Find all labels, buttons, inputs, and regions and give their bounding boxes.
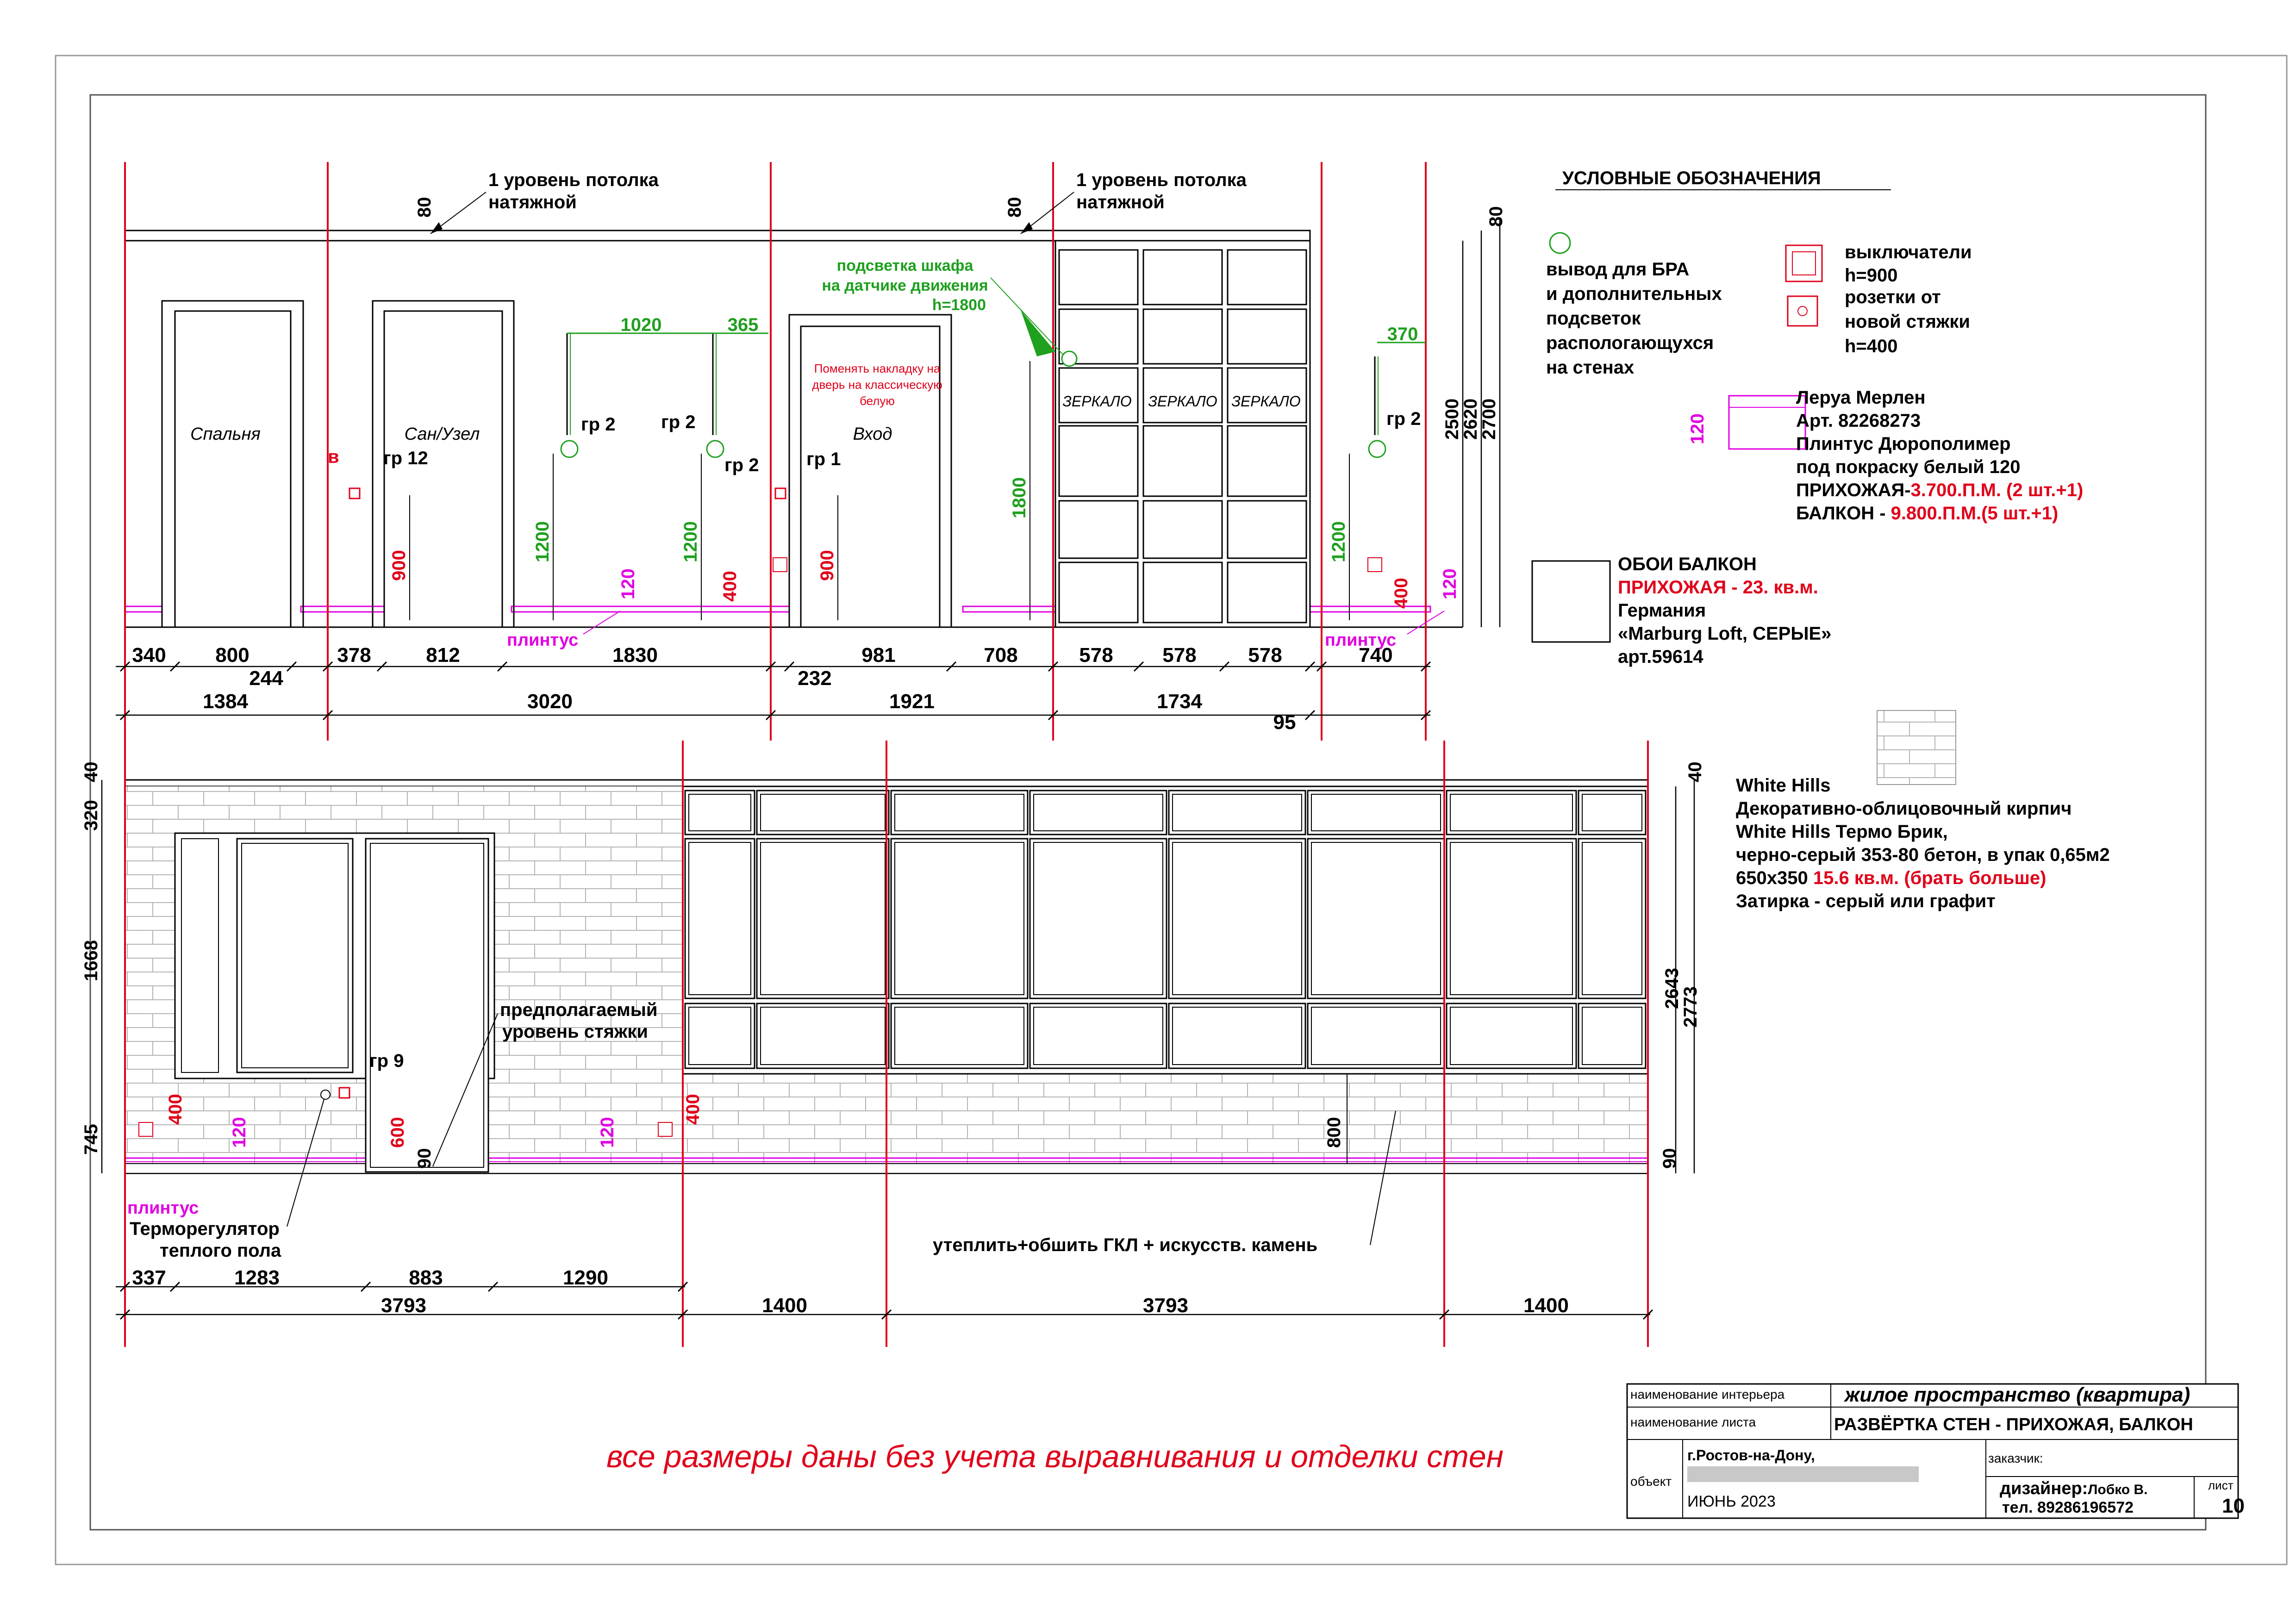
bra-icon: [1369, 441, 1385, 457]
ceiling-band: [125, 231, 1310, 241]
dim-90-right: 90: [1660, 1148, 1680, 1169]
group-label-gr9: гр 9: [369, 1051, 404, 1071]
height-120: 120: [1440, 568, 1460, 599]
mirror-label-3: ЗЕРКАЛО: [1231, 393, 1301, 410]
glazing-pane: [1169, 791, 1305, 835]
legend-brick-size: 650x350: [1736, 868, 1813, 888]
legend-socket-3: h=400: [1845, 336, 1898, 356]
bottom-dims-top: [116, 644, 1430, 734]
group-label: гр 2: [1386, 409, 1421, 429]
legend-socket-2: новой стяжки: [1845, 312, 1970, 332]
height-1200: 1200: [1329, 521, 1349, 562]
door-bedroom: [162, 301, 303, 627]
dimension-label: 883: [409, 1266, 443, 1289]
tb-customer-label: заказчик:: [1988, 1451, 2043, 1465]
wardrobe-panel: [1228, 426, 1306, 496]
dimension-label: 1290: [563, 1266, 608, 1289]
dim-80-right: 80: [1486, 206, 1506, 227]
switch-icon: [349, 488, 360, 498]
room-label-entrance: Вход: [853, 424, 892, 444]
ceiling-note-right: [1004, 170, 1247, 234]
wardrobe-panel: [1228, 501, 1306, 558]
glazing-pane: [757, 1003, 889, 1068]
ceiling-note-b-line2: натяжной: [1076, 192, 1165, 212]
height-1200: 1200: [532, 521, 553, 562]
dim-745: 745: [81, 1124, 101, 1155]
legend-socket-1: розетки от: [1845, 287, 1941, 307]
legend-plinth-hall-a: ПРИХОЖАЯ-: [1796, 480, 1911, 500]
title-block: [1627, 1383, 2245, 1518]
dimension-label: 1734: [1157, 690, 1202, 713]
dimension-label: 1921: [889, 690, 935, 713]
switch-icon: [339, 1088, 349, 1098]
dimension-label: 1384: [203, 690, 248, 713]
wardrobe-panel: [1228, 309, 1306, 364]
tb-designer-label: дизайнер:: [2000, 1479, 2088, 1498]
legend-plinth-balc-a: БАЛКОН -: [1796, 503, 1891, 523]
height-120: 120: [597, 1117, 618, 1148]
legend-wallpaper-country: Германия: [1618, 600, 1706, 621]
dim-2620: 2620: [1460, 399, 1481, 440]
wardrobe-panel: [1059, 250, 1138, 305]
socket-icon: [139, 1122, 153, 1136]
dimension-label: 1830: [612, 644, 658, 667]
legend-wallpaper-title: ОБОИ БАЛКОН: [1618, 554, 1757, 574]
legend-brick-qty: 15.6 кв.м. (брать больше): [1813, 868, 2046, 888]
dim-40-left: 40: [81, 761, 101, 782]
socket-icon: [773, 558, 787, 572]
blurred-address: [1687, 1466, 1919, 1482]
legend-bra-2: и дополнительных: [1546, 284, 1722, 304]
dimension-label: 578: [1162, 644, 1197, 667]
glazing-pane: [1578, 791, 1646, 835]
tb-city: г.Ростов-на-Дону,: [1687, 1447, 1815, 1464]
tb-sheet-value: РАЗВЁРТКА СТЕН - ПРИХОЖАЯ, БАЛКОН: [1834, 1415, 2193, 1434]
dimension-label: 578: [1248, 644, 1282, 667]
height-400: 400: [165, 1094, 186, 1125]
dimension-label: 378: [337, 644, 371, 667]
dim-320: 320: [81, 800, 101, 831]
dimension-label: 232: [798, 667, 832, 690]
glazing-pane: [891, 839, 1028, 998]
wardrobe-panel: [1143, 562, 1222, 623]
glazing-pane: [685, 1003, 755, 1068]
door-note-2: дверь на классическую: [812, 378, 942, 392]
right-dims-bottom: [1660, 762, 1705, 1174]
elevation-top: [116, 162, 1506, 741]
wardrobe-panel: [1143, 501, 1222, 558]
group-label: гр 12: [383, 448, 428, 468]
tb-sheet-no: 10: [2222, 1495, 2245, 1517]
dimension-label: 3793: [1143, 1294, 1188, 1317]
glazing-pane: [1308, 1003, 1444, 1068]
wardrobe-panel: [1228, 250, 1306, 305]
legend-bra-5: на стенах: [1546, 357, 1635, 378]
bra-icon: [1062, 351, 1077, 366]
legend-plinth-hall: [1796, 480, 2083, 500]
brick-sample: [1877, 710, 1956, 785]
dimension-label: 3020: [527, 690, 573, 713]
legend-brick-4: черно-серый 353-80 бетон, в упак 0,65м2: [1736, 845, 2110, 865]
height-600: 600: [387, 1117, 408, 1148]
tb-sheet-label: наименование листа: [1630, 1415, 1756, 1429]
wardrobe-panel: [1059, 426, 1138, 496]
socket-icon: [1788, 296, 1817, 326]
plinth-label: плинтус: [507, 630, 579, 650]
height-1200: 1200: [680, 521, 701, 562]
dimension-label: 244: [249, 667, 283, 690]
elevation-bottom: [81, 741, 1705, 1347]
tb-date: ИЮНЬ 2023: [1687, 1493, 1776, 1510]
wardrobe-panel: [1143, 250, 1222, 305]
legend-brick-grout: Затирка - серый или графит: [1736, 891, 1996, 911]
legend-brick-5: [1736, 868, 2046, 888]
legend-plinth-dim: 120: [1687, 413, 1708, 444]
legend-plinth-1: Леруа Мерлен: [1796, 387, 1926, 408]
group-label: гр 1: [806, 449, 841, 469]
thermo-note-1: Терморегулятор: [130, 1219, 280, 1239]
height-900: 900: [817, 550, 837, 581]
group-label: гр 2: [661, 412, 696, 432]
legend-title: УСЛОВНЫЕ ОБОЗНАЧЕНИЯ: [1562, 168, 1821, 188]
glazing-pane: [685, 839, 755, 998]
legend-brick-1: White Hills: [1736, 775, 1831, 796]
group-label-v: в: [328, 447, 339, 467]
plinth-label: плинтус: [127, 1198, 199, 1218]
legend-brick-2: Декоративно-облицовочный кирпич: [1736, 798, 2072, 819]
bra-icon: [561, 441, 578, 457]
dimension-label: 578: [1079, 644, 1113, 667]
door-note-3: белую: [860, 394, 895, 408]
legend-switch-2: h=900: [1845, 265, 1898, 286]
socket-icon: [1368, 558, 1382, 572]
plinth-sample: [1729, 396, 1805, 449]
ceiling-offset: 80: [414, 197, 435, 218]
dimension-label: 981: [861, 644, 896, 667]
dimension-label: 800: [215, 644, 250, 667]
socket-icon: [658, 1122, 672, 1136]
wardrobe-panel: [1228, 562, 1306, 623]
legend-plinth-balc: [1796, 503, 2058, 523]
right-dims-top: [1442, 206, 1506, 628]
legend-brick-3: White Hills Термо Брик,: [1736, 822, 1948, 842]
door-note-1: Поменять накладку на: [814, 361, 941, 375]
dim-40-right: 40: [1685, 761, 1705, 782]
wardrobe-panel: [1059, 501, 1138, 558]
dim-2500: 2500: [1442, 399, 1462, 440]
legend-wallpaper-hall: ПРИХОЖАЯ - 23. кв.м.: [1618, 577, 1818, 598]
brick-wall-right-lower: [683, 1074, 1648, 1164]
group-label: гр 2: [581, 414, 616, 435]
room-label-bathroom: Сан/Узел: [404, 424, 480, 444]
dimension-label: 740: [1359, 644, 1393, 667]
thermostat-icon: [321, 1090, 330, 1099]
insulate-note: утеплить+обшить ГКЛ + искусств. камень: [933, 1235, 1318, 1255]
ceiling-note-left: [414, 170, 659, 234]
legend-plinth-2: Арт. 82268273: [1796, 411, 1921, 431]
bra-icon: [1550, 233, 1570, 253]
glazing-pane: [1578, 839, 1646, 998]
ceiling-note-line2: натяжной: [488, 192, 577, 212]
tb-interior-label: наименование интерьера: [1630, 1387, 1785, 1402]
tb-phone: тел. 89286196572: [2002, 1499, 2134, 1516]
height-120: 120: [618, 568, 638, 599]
dim-365: 365: [727, 315, 759, 335]
legend-wallpaper-brand: «Marburg Loft, СЕРЫЕ»: [1618, 623, 1832, 644]
glazing-pane: [891, 791, 1028, 835]
legend-bra-1: вывод для БРА: [1546, 259, 1690, 280]
legend-plinth-4: под покраску белый 120: [1796, 457, 2021, 477]
legend-wallpaper-article: арт.59614: [1618, 647, 1703, 667]
dimension-label: 1400: [762, 1294, 807, 1317]
ceiling-note-line1: 1 уровень потолка: [488, 170, 659, 190]
glazing-pane: [757, 791, 889, 835]
wardrobe-panel: [1143, 426, 1222, 496]
tb-sheet-no-label: лист: [2208, 1478, 2234, 1492]
door-entrance: [789, 315, 951, 627]
glazing-pane: [1169, 1003, 1305, 1068]
legend-plinth-3: Плинтус Дюрополимер: [1796, 434, 2011, 454]
wardrobe-panel: [1059, 562, 1138, 623]
left-dims-bottom: [81, 762, 102, 1174]
height-120: 120: [229, 1117, 250, 1148]
glazing-pane: [1447, 791, 1576, 835]
glazing-pane: [1447, 1003, 1576, 1068]
dim-2700: 2700: [1479, 399, 1499, 440]
cabinet-light-line1: подсветка шкафа: [836, 257, 973, 274]
glazing-pane: [685, 791, 755, 835]
height-400: 400: [683, 1094, 703, 1125]
cabinet-light-line2: на датчике движения: [822, 277, 988, 294]
glazing-pane: [1169, 839, 1305, 998]
glazing-pane: [1030, 839, 1167, 998]
tb-interior-value: жилое пространство (квартира): [1845, 1383, 2190, 1406]
tb-object-label: объект: [1630, 1474, 1672, 1489]
glazing-pane: [1308, 791, 1444, 835]
thermo-note-2: теплого пола: [160, 1240, 281, 1261]
bra-icon: [707, 441, 724, 457]
glazing-pane: [1447, 839, 1576, 998]
screed-note-2: уровень стяжки: [502, 1022, 648, 1042]
glazing-pane: [1030, 1003, 1167, 1068]
balcony-glazing: [683, 786, 1648, 1074]
ceiling-offset-b: 80: [1004, 197, 1025, 218]
height-400: 400: [1391, 578, 1411, 609]
dimension-label: 337: [132, 1266, 166, 1289]
room-label-bedroom: Спальня: [190, 424, 261, 444]
legend-bra-3: подсветок: [1546, 308, 1641, 329]
dim-370: 370: [1387, 324, 1418, 344]
dimension-label: 340: [132, 644, 166, 667]
dimension-label: 1400: [1523, 1294, 1569, 1317]
mirror-label-2: ЗЕРКАЛО: [1148, 393, 1217, 410]
height-1800: 1800: [1009, 477, 1029, 518]
glazing-pane: [891, 1003, 1028, 1068]
mirror-label-1: ЗЕРКАЛО: [1062, 393, 1132, 410]
legend-switch-1: выключатели: [1845, 242, 1972, 262]
dimension-label: 708: [984, 644, 1018, 667]
tb-designer: [2000, 1479, 2148, 1498]
screed-note-1: предполагаемый: [500, 1000, 658, 1020]
ceiling-note-b-line1: 1 уровень потолка: [1076, 170, 1247, 190]
height-900: 900: [389, 550, 409, 581]
footer-note: все размеры даны без учета выравнивания и отделки стен: [606, 1439, 1504, 1474]
legend-plinth-balc-b: 9.800.П.М.(5 шт.+1): [1890, 503, 2059, 523]
height-90: 90: [414, 1148, 435, 1169]
height-800: 800: [1324, 1117, 1344, 1148]
wardrobe-panel: [1143, 309, 1222, 364]
group-label: гр 2: [724, 455, 759, 475]
glazing-pane: [1030, 791, 1167, 835]
dimension-label: 812: [426, 644, 460, 667]
plinth-label: плинтус: [1325, 630, 1397, 650]
switch-icon: [775, 488, 786, 498]
dimension-label: 95: [1273, 711, 1296, 734]
wallpaper-sample: [1532, 561, 1610, 642]
height-400: 400: [720, 571, 740, 602]
glazing-pane: [1578, 1003, 1646, 1068]
dim-1020: 1020: [620, 315, 662, 335]
legend-plinth-hall-b: 3.700.П.М. (2 шт.+1): [1910, 480, 2084, 500]
dim-2643: 2643: [1662, 968, 1682, 1009]
cabinet-light-line3: h=1800: [932, 296, 986, 314]
wardrobe: [1055, 241, 1310, 627]
glazing-pane: [1308, 839, 1444, 998]
legend-bra-4: распологающухся: [1546, 333, 1714, 353]
bottom-dims-bottom: [116, 1266, 1650, 1317]
dim-2773: 2773: [1680, 986, 1701, 1028]
glazing-pane: [757, 839, 889, 998]
dimension-label: 3793: [381, 1294, 426, 1317]
dimension-label: 1283: [234, 1266, 280, 1289]
dim-1668: 1668: [81, 940, 101, 981]
tb-designer-name: Лобко В.: [2088, 1482, 2148, 1497]
